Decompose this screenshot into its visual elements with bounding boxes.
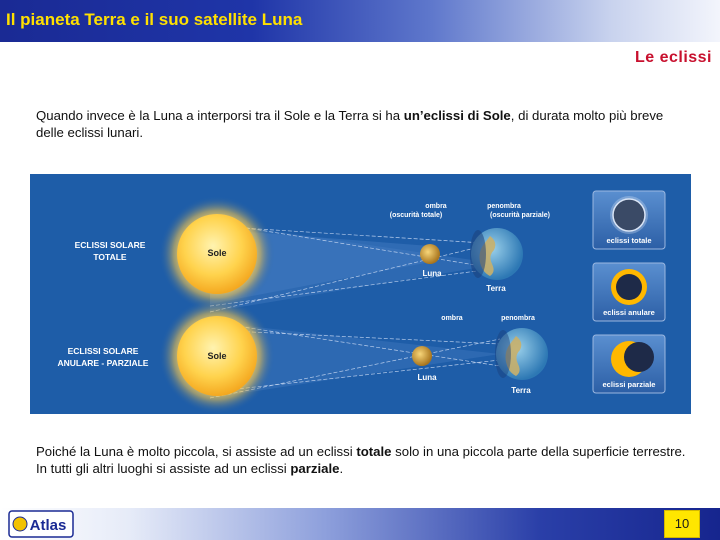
annular-eclipse-label-1: ECLISSI SOLARE <box>67 346 139 356</box>
annular-eclipse-label-2: ANULARE - PARZIALE <box>57 358 149 368</box>
page-title: Il pianeta Terra e il suo satellite Luna <box>6 10 303 29</box>
thumb-partial-eclipse <box>593 335 665 393</box>
sun-label: Sole <box>207 351 227 361</box>
earth-label: Terra <box>486 284 506 293</box>
intro-text-1: Quando invece è la Luna a interporsi tra il Sole e la Terra si ha <box>36 108 404 123</box>
header-bar <box>0 0 720 42</box>
outro-paragraph <box>36 443 686 477</box>
thumb-total-eclipse <box>593 191 665 249</box>
total-eclipse-icon <box>613 199 645 231</box>
penumbra-label: penombra <box>501 315 535 322</box>
thumb-total-label: eclissi totale <box>606 236 652 245</box>
logo-globe-icon <box>13 517 27 531</box>
partial-eclipse-icon <box>624 342 654 372</box>
atlas-logo <box>8 510 74 538</box>
earth-shadow <box>495 330 511 378</box>
outro-text-1: Poiché la Luna è molto piccola, si assiste ad un eclissi <box>36 444 357 459</box>
sun-label: Sole <box>207 248 227 258</box>
footer-bar <box>0 508 720 540</box>
outro-bold-total: totale <box>356 444 392 459</box>
annular-eclipse-icon <box>616 274 642 300</box>
solar-eclipse-figure <box>30 174 691 414</box>
thumb-partial-label: eclissi parziale <box>602 380 656 389</box>
logo-text: Atlas <box>29 517 67 534</box>
umbra-sublabel: (oscurità totale) <box>389 212 443 219</box>
outro-bold-partial: parziale <box>290 461 340 476</box>
intro-bold: un’eclissi di Sole <box>403 108 511 123</box>
section-subtitle: Le eclissi <box>634 49 712 66</box>
thumb-annular-eclipse <box>593 263 665 321</box>
moon-icon <box>412 346 432 366</box>
outro-text-3: . <box>339 461 344 476</box>
outro-text-2: solo in una piccola parte della superficie terrestre. In tutti gli altri luoghi si assiste ad un eclissi <box>36 444 686 476</box>
total-eclipse-label-1: ECLISSI SOLARE <box>74 240 146 250</box>
moon-icon <box>420 244 440 264</box>
moon-label: Luna <box>417 373 437 382</box>
umbra-label: ombra <box>425 203 447 210</box>
intro-text-2: , di durata molto più breve delle eclissi lunari. <box>36 108 664 140</box>
intro-paragraph <box>36 107 686 141</box>
total-eclipse-label-2: TOTALE <box>93 252 127 262</box>
penumbra-sublabel: (oscurità parziale) <box>490 212 550 219</box>
earth-label: Terra <box>511 386 531 395</box>
page-number: 10 <box>664 510 700 538</box>
penumbra-label: penombra <box>487 203 521 210</box>
moon-label: Luna <box>422 269 442 278</box>
thumb-annular-label: eclissi anulare <box>603 308 655 317</box>
earth-shadow <box>470 230 486 278</box>
umbra-label: ombra <box>441 315 463 322</box>
figure-background <box>30 174 691 414</box>
